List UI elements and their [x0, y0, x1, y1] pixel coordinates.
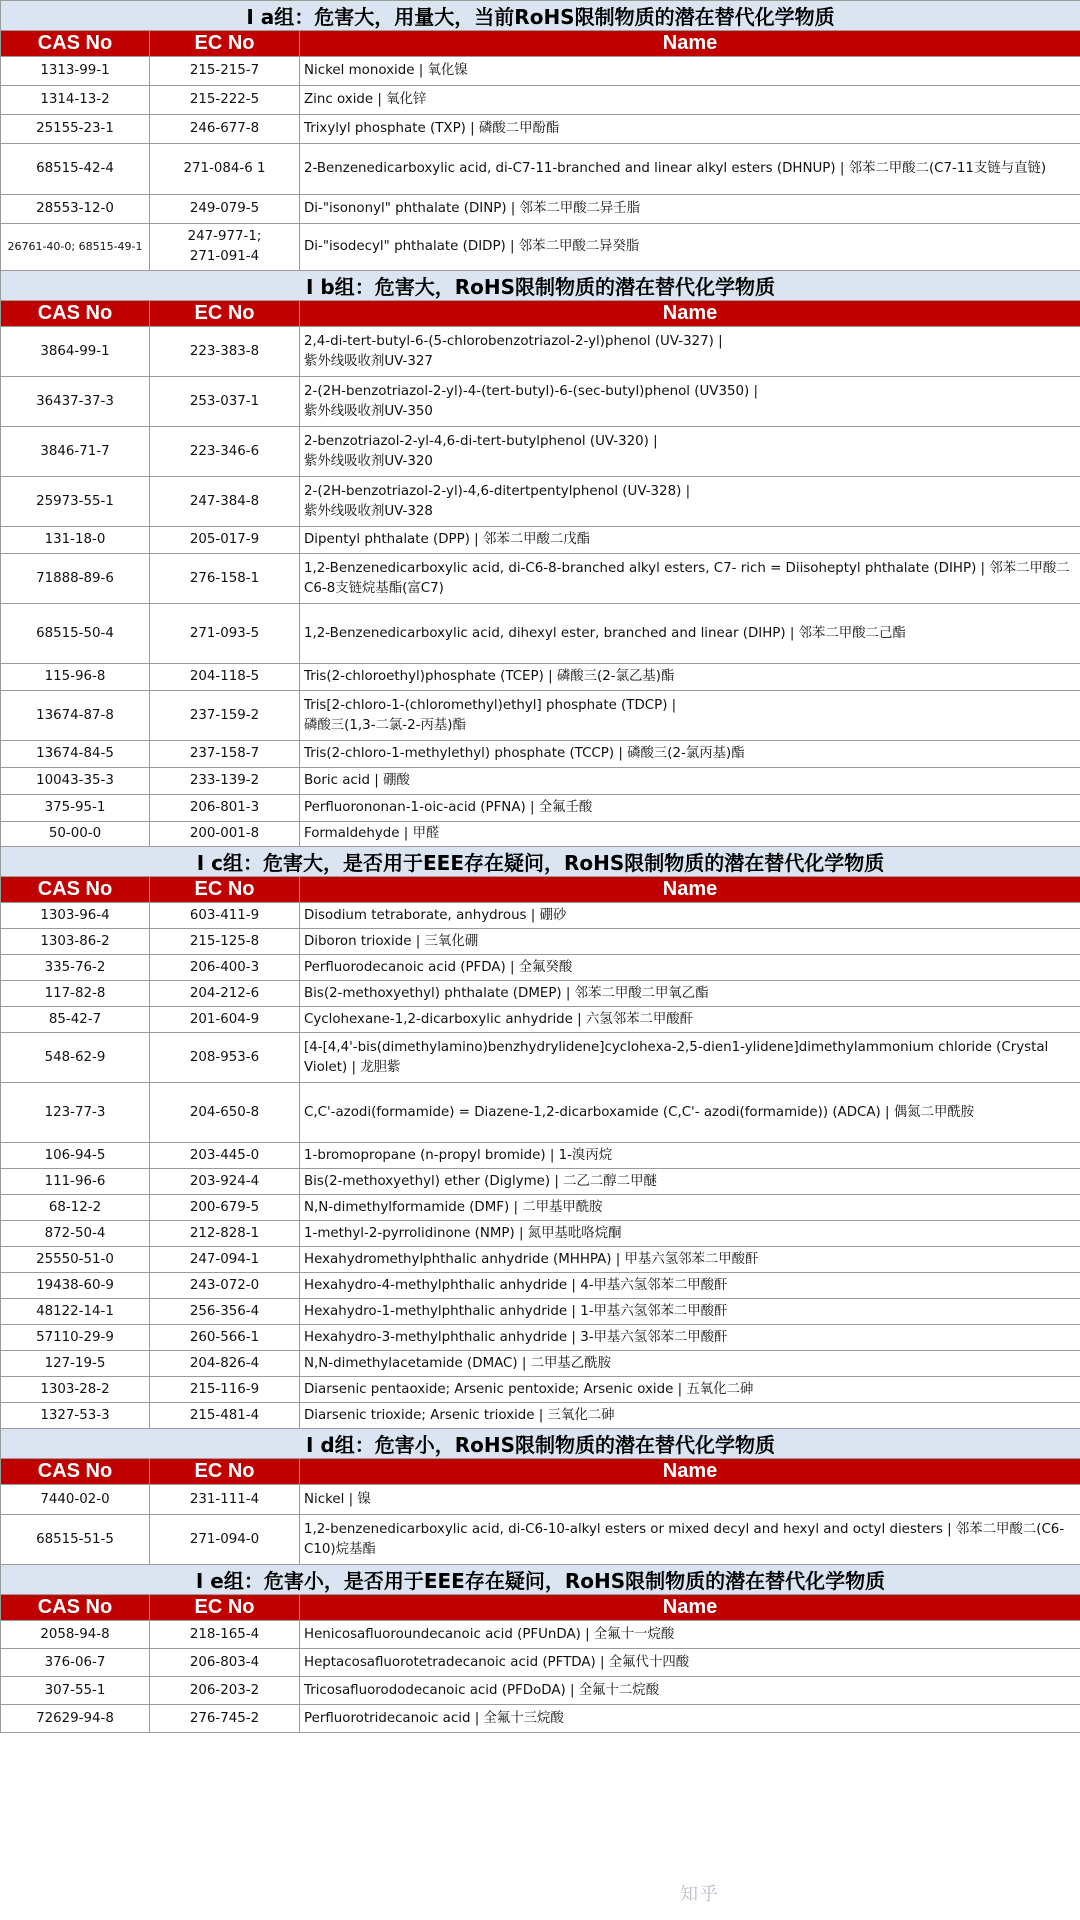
ec-number-cell: 253-037-1 — [150, 377, 300, 427]
substance-name-cell: Heptacosafluorotetradecanoic acid (PFTDA) | 全氟代十四酸 — [300, 1649, 1080, 1677]
column-header-name: Name — [300, 31, 1080, 57]
ec-number-cell: 206-400-3 — [150, 955, 300, 981]
group-title: I e组：危害小，是否用于EEE存在疑问，RoHS限制物质的潜在替代化学物质 — [1, 1565, 1080, 1595]
substance-name-cell: Dipentyl phthalate (DPP) | 邻苯二甲酸二戊酯 — [300, 527, 1080, 554]
group-title: I a组：危害大，用量大，当前RoHS限制物质的潜在替代化学物质 — [1, 1, 1080, 31]
cas-number-cell: 28553-12-0 — [1, 195, 150, 224]
cas-number-cell: 26761-40-0; 68515-49-1 — [1, 224, 150, 271]
cas-number-cell: 111-96-6 — [1, 1169, 150, 1195]
ec-number-cell: 204-650-8 — [150, 1083, 300, 1143]
ec-number-cell: 233-139-2 — [150, 768, 300, 795]
substance-name-cell: Perfluorodecanoic acid (PFDA) | 全氟癸酸 — [300, 955, 1080, 981]
substance-name-cell: 2,4-di-tert-butyl-6-(5-chlorobenzotriazol-2-yl)phenol (UV-327) | 紫外线吸收剂UV-327 — [300, 327, 1080, 377]
ec-number-cell: 260-566-1 — [150, 1325, 300, 1351]
group-title-row — [1, 1429, 1080, 1459]
ec-number-cell: 246-677-8 — [150, 115, 300, 144]
ec-number-cell: 206-801-3 — [150, 795, 300, 822]
ec-number-cell: 247-094-1 — [150, 1247, 300, 1273]
ec-number-cell: 204-212-6 — [150, 981, 300, 1007]
substance-name-cell: Perfluorononan-1-oic-acid (PFNA) | 全氟壬酸 — [300, 795, 1080, 822]
group-title-row — [1, 271, 1080, 301]
column-header-row — [1, 301, 1080, 327]
ec-number-cell: 200-679-5 — [150, 1195, 300, 1221]
substance-name-cell: Trixylyl phosphate (TXP) | 磷酸二甲酚酯 — [300, 115, 1080, 144]
table-row — [1, 691, 1080, 741]
substance-name-cell: Diarsenic trioxide; Arsenic trioxide | 三氧化二砷 — [300, 1403, 1080, 1429]
table-row — [1, 1033, 1080, 1083]
table-row — [1, 1325, 1080, 1351]
substance-name-cell: Hexahydro-3-methylphthalic anhydride | 3-甲基六氢邻苯二甲酸酐 — [300, 1325, 1080, 1351]
ec-number-cell: 231-111-4 — [150, 1485, 300, 1515]
substance-name-cell: Disodium tetraborate, anhydrous | 硼砂 — [300, 903, 1080, 929]
table-row — [1, 1677, 1080, 1705]
ec-number-cell: 237-159-2 — [150, 691, 300, 741]
cas-number-cell: 68515-50-4 — [1, 604, 150, 664]
table-row — [1, 1221, 1080, 1247]
substance-name-cell: [4-[4,4'-bis(dimethylamino)benzhydrylidene]cyclohexa-2,5-dien1-ylidene]dimethylammonium chloride (Crystal Violet) | 龙胆紫 — [300, 1033, 1080, 1083]
substance-name-cell: Hexahydro-4-methylphthalic anhydride | 4-甲基六氢邻苯二甲酸酐 — [300, 1273, 1080, 1299]
table-row — [1, 224, 1080, 271]
ec-number-cell: 215-481-4 — [150, 1403, 300, 1429]
cas-number-cell: 25155-23-1 — [1, 115, 150, 144]
table-row — [1, 1299, 1080, 1325]
substance-name-cell: Diboron trioxide | 三氧化硼 — [300, 929, 1080, 955]
substance-name-cell: Diarsenic pentaoxide; Arsenic pentoxide; Arsenic oxide | 五氧化二砷 — [300, 1377, 1080, 1403]
cas-number-cell: 1303-28-2 — [1, 1377, 150, 1403]
table-row — [1, 741, 1080, 768]
table-row — [1, 1143, 1080, 1169]
table-row — [1, 377, 1080, 427]
ec-number-cell: 243-072-0 — [150, 1273, 300, 1299]
table-row — [1, 955, 1080, 981]
cas-number-cell: 10043-35-3 — [1, 768, 150, 795]
ec-number-cell: 271-084-6 1 — [150, 144, 300, 195]
cas-number-cell: 1303-86-2 — [1, 929, 150, 955]
table-row — [1, 1515, 1080, 1565]
group-title: I c组：危害大，是否用于EEE存在疑问，RoHS限制物质的潜在替代化学物质 — [1, 847, 1080, 877]
cas-number-cell: 50-00-0 — [1, 822, 150, 847]
table-row — [1, 195, 1080, 224]
ec-number-cell: 215-116-9 — [150, 1377, 300, 1403]
table-row — [1, 115, 1080, 144]
cas-number-cell: 19438-60-9 — [1, 1273, 150, 1299]
table-row — [1, 86, 1080, 115]
table-row — [1, 427, 1080, 477]
substance-name-cell: 1-methyl-2-pyrrolidinone (NMP) | 氮甲基吡咯烷酮 — [300, 1221, 1080, 1247]
ec-number-cell: 271-094-0 — [150, 1515, 300, 1565]
cas-number-cell: 25973-55-1 — [1, 477, 150, 527]
cas-number-cell: 68515-42-4 — [1, 144, 150, 195]
group-title-row — [1, 1565, 1080, 1595]
substance-name-cell: Tris(2-chloro-1-methylethyl) phosphate (TCCP) | 磷酸三(2-氯丙基)酯 — [300, 741, 1080, 768]
column-header-ec: EC No — [150, 1595, 300, 1621]
substance-name-cell: Tris(2-chloroethyl)phosphate (TCEP) | 磷酸三(2-氯乙基)酯 — [300, 664, 1080, 691]
cas-number-cell: 36437-37-3 — [1, 377, 150, 427]
substance-name-cell: C,C'-azodi(formamide) = Diazene-1,2-dicarboxamide (C,C'- azodi(formamide)) (ADCA) | 偶氮二甲酰胺 — [300, 1083, 1080, 1143]
substance-name-cell: Bis(2-methoxyethyl) phthalate (DMEP) | 邻苯二甲酸二甲氧乙酯 — [300, 981, 1080, 1007]
column-header-cas: CAS No — [1, 301, 150, 327]
substance-name-cell: Henicosafluoroundecanoic acid (PFUnDA) | 全氟十一烷酸 — [300, 1621, 1080, 1649]
column-header-cas: CAS No — [1, 877, 150, 903]
ec-number-cell: 201-604-9 — [150, 1007, 300, 1033]
table-row — [1, 604, 1080, 664]
table-row — [1, 554, 1080, 604]
substance-name-cell: 2-(2H-benzotriazol-2-yl)-4,6-ditertpentylphenol (UV-328) | 紫外线吸收剂UV-328 — [300, 477, 1080, 527]
column-header-ec: EC No — [150, 301, 300, 327]
substance-name-cell: N,N-dimethylformamide (DMF) | 二甲基甲酰胺 — [300, 1195, 1080, 1221]
cas-number-cell: 307-55-1 — [1, 1677, 150, 1705]
ec-number-cell: 249-079-5 — [150, 195, 300, 224]
ec-number-cell: 200-001-8 — [150, 822, 300, 847]
table-row — [1, 1083, 1080, 1143]
table-row — [1, 1273, 1080, 1299]
substance-name-cell: Formaldehyde | 甲醛 — [300, 822, 1080, 847]
ec-number-cell: 247-384-8 — [150, 477, 300, 527]
column-header-cas: CAS No — [1, 1595, 150, 1621]
group-title-row — [1, 847, 1080, 877]
ec-number-cell: 205-017-9 — [150, 527, 300, 554]
ec-number-cell: 271-093-5 — [150, 604, 300, 664]
table-row — [1, 527, 1080, 554]
table-row — [1, 822, 1080, 847]
cas-number-cell: 1314-13-2 — [1, 86, 150, 115]
substance-name-cell: Hexahydromethylphthalic anhydride (MHHPA) | 甲基六氢邻苯二甲酸酐 — [300, 1247, 1080, 1273]
table-row — [1, 1705, 1080, 1733]
ec-number-cell: 237-158-7 — [150, 741, 300, 768]
cas-number-cell: 3846-71-7 — [1, 427, 150, 477]
cas-number-cell: 85-42-7 — [1, 1007, 150, 1033]
table-row — [1, 903, 1080, 929]
ec-number-cell: 212-828-1 — [150, 1221, 300, 1247]
ec-number-cell: 603-411-9 — [150, 903, 300, 929]
table-row — [1, 57, 1080, 86]
substance-name-cell: Perfluorotridecanoic acid | 全氟十三烷酸 — [300, 1705, 1080, 1733]
table-row — [1, 1007, 1080, 1033]
table-row — [1, 1649, 1080, 1677]
ec-number-cell: 206-203-2 — [150, 1677, 300, 1705]
ec-number-cell: 203-445-0 — [150, 1143, 300, 1169]
cas-number-cell: 13674-87-8 — [1, 691, 150, 741]
column-header-ec: EC No — [150, 31, 300, 57]
cas-number-cell: 57110-29-9 — [1, 1325, 150, 1351]
table-row — [1, 795, 1080, 822]
cas-number-cell: 106-94-5 — [1, 1143, 150, 1169]
cas-number-cell: 2058-94-8 — [1, 1621, 150, 1649]
substance-name-cell: Di-"isononyl" phthalate (DINP) | 邻苯二甲酸二异壬脂 — [300, 195, 1080, 224]
table-row — [1, 929, 1080, 955]
column-header-cas: CAS No — [1, 1459, 150, 1485]
cas-number-cell: 115-96-8 — [1, 664, 150, 691]
table-row — [1, 1377, 1080, 1403]
column-header-ec: EC No — [150, 1459, 300, 1485]
group-title: I b组：危害大，RoHS限制物质的潜在替代化学物质 — [1, 271, 1080, 301]
column-header-name: Name — [300, 1595, 1080, 1621]
cas-number-cell: 872-50-4 — [1, 1221, 150, 1247]
cas-number-cell: 71888-89-6 — [1, 554, 150, 604]
table-row — [1, 1169, 1080, 1195]
ec-number-cell: 223-346-6 — [150, 427, 300, 477]
table-row — [1, 1195, 1080, 1221]
substance-name-cell: 1,2-Benzenedicarboxylic acid, dihexyl ester, branched and linear (DIHP) | 邻苯二甲酸二己酯 — [300, 604, 1080, 664]
table-row — [1, 327, 1080, 377]
table-row — [1, 664, 1080, 691]
substance-name-cell: Zinc oxide | 氧化锌 — [300, 86, 1080, 115]
table-row — [1, 1403, 1080, 1429]
ec-number-cell: 215-125-8 — [150, 929, 300, 955]
substance-name-cell: 1,2-Benzenedicarboxylic acid, di-C6-8-branched alkyl esters, C7- rich = Diisoheptyl phthalate (DIHP) | 邻苯二甲酸二C6-8支链烷基酯(富C7) — [300, 554, 1080, 604]
substance-name-cell: 2-benzotriazol-2-yl-4,6-di-tert-butylphenol (UV-320) | 紫外线吸收剂UV-320 — [300, 427, 1080, 477]
column-header-row — [1, 877, 1080, 903]
group-title-row — [1, 1, 1080, 31]
table-row — [1, 768, 1080, 795]
column-header-row — [1, 31, 1080, 57]
table-row — [1, 1485, 1080, 1515]
cas-number-cell: 72629-94-8 — [1, 1705, 150, 1733]
ec-number-cell: 208-953-6 — [150, 1033, 300, 1083]
ec-number-cell: 206-803-4 — [150, 1649, 300, 1677]
cas-number-cell: 548-62-9 — [1, 1033, 150, 1083]
ec-number-cell: 203-924-4 — [150, 1169, 300, 1195]
substance-name-cell: 2-Benzenedicarboxylic acid, di-C7-11-branched and linear alkyl esters (DHNUP) | 邻苯二甲酸二(C7-11支链与直链) — [300, 144, 1080, 195]
ec-number-cell: 215-215-7 — [150, 57, 300, 86]
substance-name-cell: Nickel monoxide | 氧化镍 — [300, 57, 1080, 86]
substance-name-cell: 1,2-benzenedicarboxylic acid, di-C6-10-alkyl esters or mixed decyl and hexyl and octyl diesters | 邻苯二甲酸二(C6-C10)烷基酯 — [300, 1515, 1080, 1565]
substance-table-body — [1, 1, 1080, 1733]
ec-number-cell: 204-118-5 — [150, 664, 300, 691]
column-header-cas: CAS No — [1, 31, 150, 57]
cas-number-cell: 1327-53-3 — [1, 1403, 150, 1429]
substance-name-cell: Tricosafluorododecanoic acid (PFDoDA) | 全氟十二烷酸 — [300, 1677, 1080, 1705]
substance-name-cell: Bis(2-methoxyethyl) ether (Diglyme) | 二乙二醇二甲醚 — [300, 1169, 1080, 1195]
table-row — [1, 1351, 1080, 1377]
watermark: 知乎 — [680, 1884, 720, 1905]
ec-number-cell: 218-165-4 — [150, 1621, 300, 1649]
table-row — [1, 1621, 1080, 1649]
table-row — [1, 981, 1080, 1007]
column-header-name: Name — [300, 877, 1080, 903]
cas-number-cell: 1313-99-1 — [1, 57, 150, 86]
ec-number-cell: 204-826-4 — [150, 1351, 300, 1377]
table-row — [1, 1247, 1080, 1273]
cas-number-cell: 376-06-7 — [1, 1649, 150, 1677]
column-header-row — [1, 1459, 1080, 1485]
cas-number-cell: 3864-99-1 — [1, 327, 150, 377]
substance-name-cell: 2-(2H-benzotriazol-2-yl)-4-(tert-butyl)-6-(sec-butyl)phenol (UV350) | 紫外线吸收剂UV-350 — [300, 377, 1080, 427]
cas-number-cell: 48122-14-1 — [1, 1299, 150, 1325]
ec-number-cell: 247-977-1; 271-091-4 — [150, 224, 300, 271]
cas-number-cell: 127-19-5 — [1, 1351, 150, 1377]
column-header-name: Name — [300, 301, 1080, 327]
cas-number-cell: 13674-84-5 — [1, 741, 150, 768]
substance-name-cell: Cyclohexane-1,2-dicarboxylic anhydride | 六氢邻苯二甲酸酐 — [300, 1007, 1080, 1033]
ec-number-cell: 276-745-2 — [150, 1705, 300, 1733]
column-header-ec: EC No — [150, 877, 300, 903]
substance-name-cell: Boric acid | 硼酸 — [300, 768, 1080, 795]
ec-number-cell: 223-383-8 — [150, 327, 300, 377]
ec-number-cell: 215-222-5 — [150, 86, 300, 115]
cas-number-cell: 25550-51-0 — [1, 1247, 150, 1273]
substance-name-cell: N,N-dimethylacetamide (DMAC) | 二甲基乙酰胺 — [300, 1351, 1080, 1377]
cas-number-cell: 7440-02-0 — [1, 1485, 150, 1515]
cas-number-cell: 117-82-8 — [1, 981, 150, 1007]
cas-number-cell: 1303-96-4 — [1, 903, 150, 929]
cas-number-cell: 68-12-2 — [1, 1195, 150, 1221]
table-row — [1, 144, 1080, 195]
ec-number-cell: 276-158-1 — [150, 554, 300, 604]
cas-number-cell: 335-76-2 — [1, 955, 150, 981]
column-header-row — [1, 1595, 1080, 1621]
column-header-name: Name — [300, 1459, 1080, 1485]
substance-name-cell: 1-bromopropane (n-propyl bromide) | 1-溴丙烷 — [300, 1143, 1080, 1169]
substance-name-cell: Nickel | 镍 — [300, 1485, 1080, 1515]
cas-number-cell: 375-95-1 — [1, 795, 150, 822]
ec-number-cell: 256-356-4 — [150, 1299, 300, 1325]
substance-name-cell: Di-"isodecyl" phthalate (DIDP) | 邻苯二甲酸二异癸脂 — [300, 224, 1080, 271]
cas-number-cell: 123-77-3 — [1, 1083, 150, 1143]
substance-name-cell: Tris[2-chloro-1-(chloromethyl)ethyl] phosphate (TDCP) | 磷酸三(1,3-二氯-2-丙基)酯 — [300, 691, 1080, 741]
substance-name-cell: Hexahydro-1-methylphthalic anhydride | 1-甲基六氢邻苯二甲酸酐 — [300, 1299, 1080, 1325]
cas-number-cell: 131-18-0 — [1, 527, 150, 554]
group-title: I d组：危害小，RoHS限制物质的潜在替代化学物质 — [1, 1429, 1080, 1459]
table-row — [1, 477, 1080, 527]
cas-number-cell: 68515-51-5 — [1, 1515, 150, 1565]
